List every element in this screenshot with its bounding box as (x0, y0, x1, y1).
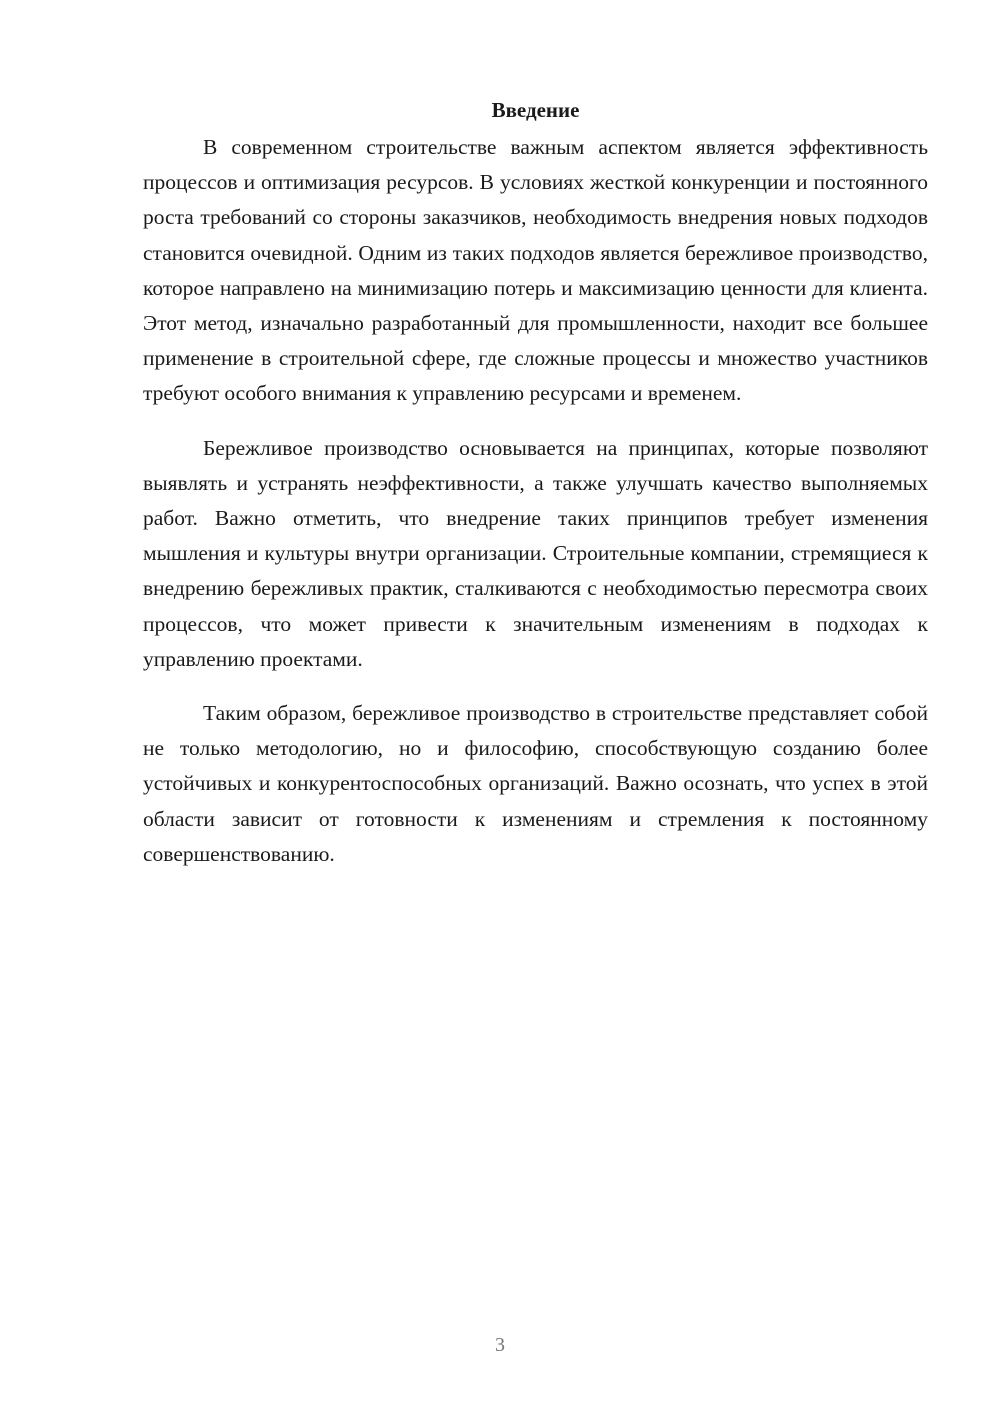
page-number: 3 (495, 1334, 505, 1356)
paragraph-3: Таким образом, бережливое производство в строительстве представляет собой не только методологию, но и философию, способствующую созданию более устойчивых и конкурентоспособных организаций. Важно осознать, что успех в этой области зависит от готовности к изменениям и стремления к постоянному совершенствованию. (143, 701, 928, 866)
paragraph-2: Бережливое производство основывается на принципах, которые позволяют выявлять и устранять неэффективности, а также улучшать качество выполняемых работ. Важно отметить, что внедрение таких принципов требует изменения мышления и культуры внутри организации. Строительные компании, стремящиеся к внедрению бережливых практик, сталкиваются с необходимостью пересмотра своих процессов, что может привести к значительным изменениям в подходах к управлению проектами. (143, 435, 928, 671)
section-heading: Введение (491, 98, 580, 122)
document-page (143, 95, 928, 872)
paragraph-1: В современном строительстве важным аспектом является эффективность процессов и оптимизация ресурсов. В условиях жесткой конкуренции и постоянного роста требований со стороны заказчиков, необходимость внедрения новых подходов становится очевидной. Одним из таких подходов является бережливое производство, которое направлено на минимизацию потерь и максимизацию ценности для клиента. Этот метод, изначально разработанный для промышленности, находит все большее применение в строительной сфере, где сложные процессы и множество участников требуют особого внимания к управлению ресурсами и временем. (143, 135, 928, 406)
